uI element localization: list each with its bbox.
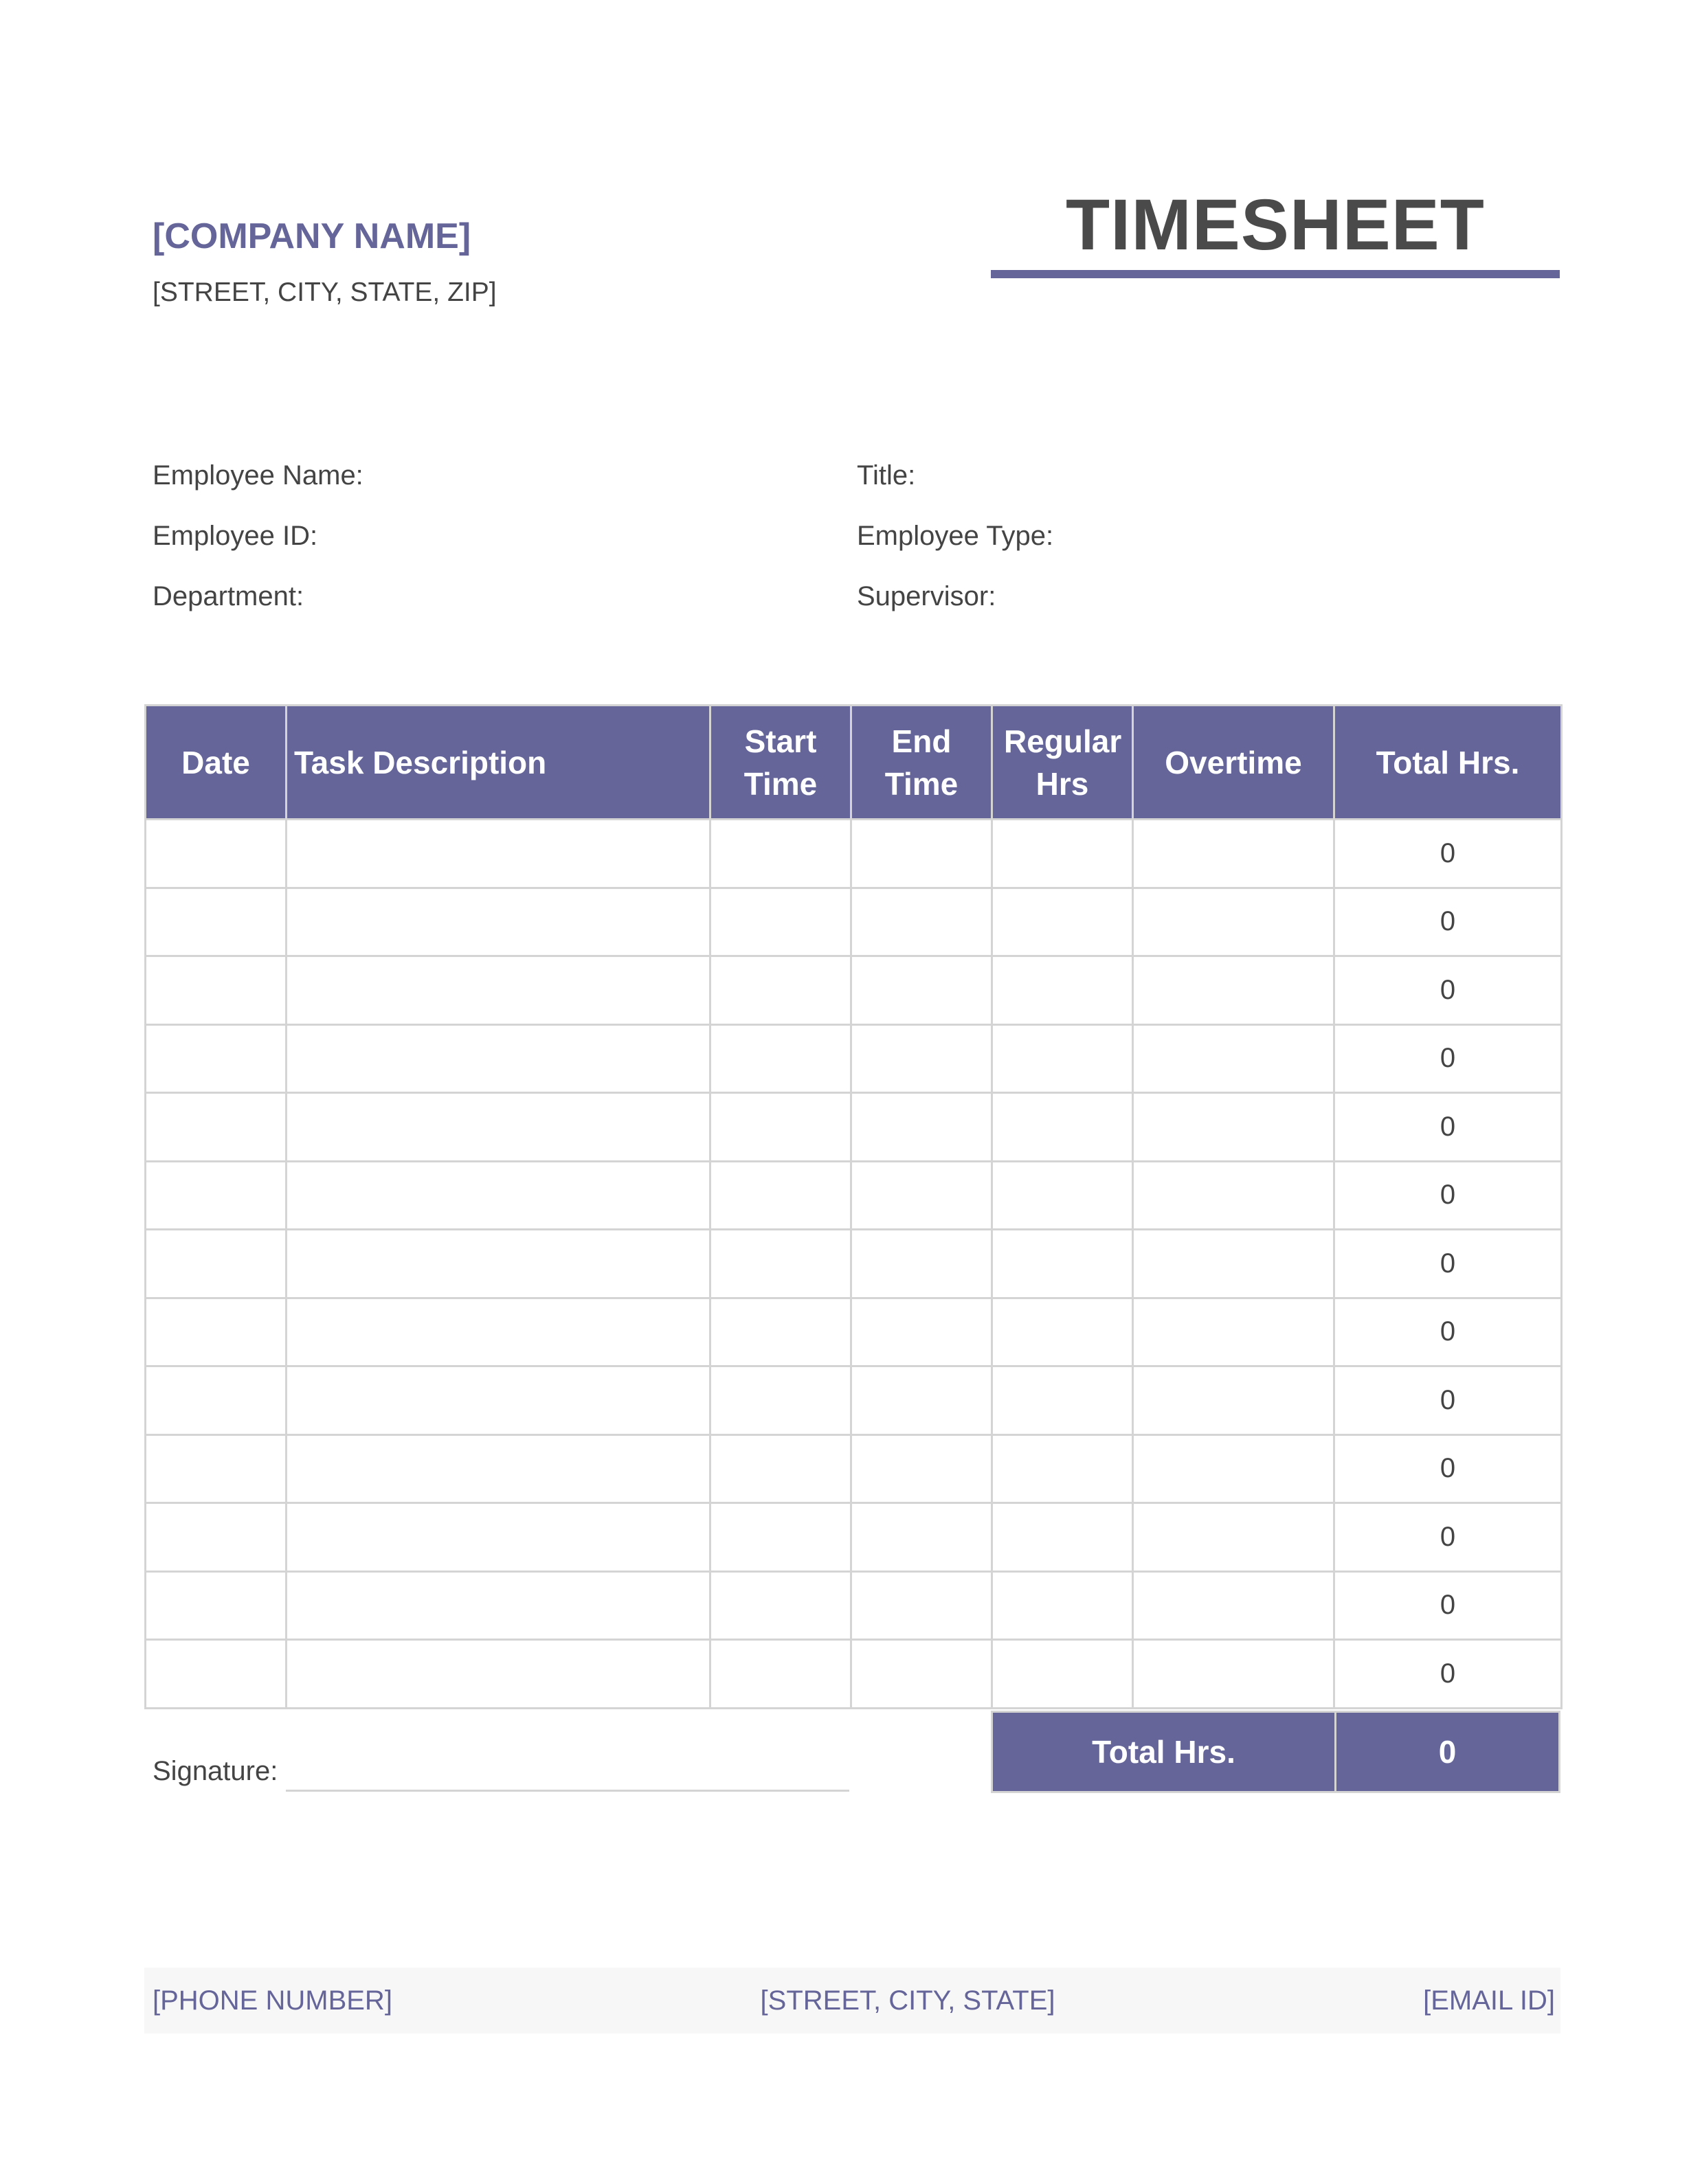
date-cell[interactable] [146, 1366, 287, 1435]
task-cell[interactable] [287, 820, 710, 888]
date-cell[interactable] [146, 820, 287, 888]
overtime-cell[interactable] [1133, 956, 1334, 1025]
total-hrs-cell: 0 [1334, 1503, 1562, 1572]
regular-hrs-cell[interactable] [992, 1640, 1133, 1709]
total-hrs-cell: 0 [1334, 956, 1562, 1025]
task-cell[interactable] [287, 1161, 710, 1230]
employee-id-label: Employee ID: [153, 521, 318, 551]
table-row [146, 1093, 1562, 1162]
footer-phone: [PHONE NUMBER] [153, 1985, 392, 2016]
column-header-end-time-text: End Time [884, 723, 959, 802]
regular-hrs-cell[interactable] [992, 1434, 1133, 1503]
total-hrs-cell: 0 [1334, 1434, 1562, 1503]
total-hours-label: Total Hrs. [993, 1713, 1336, 1791]
title-underline [991, 270, 1560, 278]
column-header-start-time-text: Start Time [743, 723, 818, 802]
overtime-cell[interactable] [1133, 1230, 1334, 1298]
start-time-cell[interactable] [710, 956, 851, 1025]
table-header-row [146, 706, 1562, 820]
task-cell[interactable] [287, 1093, 710, 1162]
end-time-cell[interactable] [851, 1298, 992, 1366]
task-cell[interactable] [287, 1298, 710, 1366]
task-cell[interactable] [287, 1640, 710, 1709]
total-hours-summary [991, 1711, 1560, 1793]
regular-hrs-cell[interactable] [992, 820, 1133, 888]
task-cell[interactable] [287, 888, 710, 956]
task-cell[interactable] [287, 1024, 710, 1093]
start-time-cell[interactable] [710, 1298, 851, 1366]
regular-hrs-cell[interactable] [992, 1366, 1133, 1435]
end-time-cell[interactable] [851, 1366, 992, 1435]
overtime-cell[interactable] [1133, 1161, 1334, 1230]
total-hrs-cell: 0 [1334, 888, 1562, 956]
overtime-cell[interactable] [1133, 1571, 1334, 1640]
regular-hrs-cell[interactable] [992, 1503, 1133, 1572]
table-row [146, 1366, 1562, 1435]
column-header-regular-hrs [992, 706, 1133, 820]
start-time-cell[interactable] [710, 1571, 851, 1640]
table-row [146, 956, 1562, 1025]
date-cell[interactable] [146, 1298, 287, 1366]
total-hrs-cell: 0 [1334, 820, 1562, 888]
regular-hrs-cell[interactable] [992, 1571, 1133, 1640]
total-hours-value: 0 [1438, 1734, 1457, 1770]
footer-email: [EMAIL ID] [1423, 1985, 1555, 2016]
end-time-cell[interactable] [851, 820, 992, 888]
end-time-cell[interactable] [851, 888, 992, 956]
date-cell[interactable] [146, 1640, 287, 1709]
date-cell[interactable] [146, 1571, 287, 1640]
column-header-start-time [710, 706, 851, 820]
start-time-cell[interactable] [710, 1434, 851, 1503]
start-time-cell[interactable] [710, 1503, 851, 1572]
timesheet-table [144, 704, 1563, 1709]
overtime-cell[interactable] [1133, 1434, 1334, 1503]
table-row [146, 1434, 1562, 1503]
task-cell[interactable] [287, 1366, 710, 1435]
regular-hrs-cell[interactable] [992, 1230, 1133, 1298]
signature-line[interactable] [286, 1790, 849, 1792]
date-cell[interactable] [146, 1093, 287, 1162]
overtime-cell[interactable] [1133, 888, 1334, 956]
overtime-cell[interactable] [1133, 1640, 1334, 1709]
task-cell[interactable] [287, 956, 710, 1025]
end-time-cell[interactable] [851, 1640, 992, 1709]
total-hrs-cell: 0 [1334, 1640, 1562, 1709]
start-time-cell[interactable] [710, 820, 851, 888]
table-body [146, 820, 1562, 1709]
task-cell[interactable] [287, 1230, 710, 1298]
date-cell[interactable] [146, 1434, 287, 1503]
end-time-cell[interactable] [851, 1434, 992, 1503]
column-header-date: Date [146, 706, 287, 820]
start-time-cell[interactable] [710, 1024, 851, 1093]
company-name: [COMPANY NAME] [153, 216, 471, 256]
table-row [146, 1161, 1562, 1230]
overtime-cell[interactable] [1133, 1298, 1334, 1366]
total-hrs-cell: 0 [1334, 1093, 1562, 1162]
overtime-cell[interactable] [1133, 820, 1334, 888]
column-header-task: Task Description [287, 706, 710, 820]
total-hrs-cell: 0 [1334, 1366, 1562, 1435]
date-cell[interactable] [146, 888, 287, 956]
table-row [146, 1503, 1562, 1572]
date-cell[interactable] [146, 1024, 287, 1093]
table-row [146, 1640, 1562, 1709]
total-hrs-cell: 0 [1334, 1161, 1562, 1230]
total-hrs-cell: 0 [1334, 1298, 1562, 1366]
end-time-cell[interactable] [851, 1230, 992, 1298]
table-row [146, 1230, 1562, 1298]
employee-name-label: Employee Name: [153, 460, 363, 491]
task-cell[interactable] [287, 1434, 710, 1503]
supervisor-label: Supervisor: [857, 581, 996, 611]
start-time-cell[interactable] [710, 1366, 851, 1435]
start-time-cell[interactable] [710, 888, 851, 956]
date-cell[interactable] [146, 1230, 287, 1298]
regular-hrs-cell[interactable] [992, 1298, 1133, 1366]
column-header-overtime: Overtime [1133, 706, 1334, 820]
table-row [146, 1298, 1562, 1366]
document-title: TIMESHEET [1066, 185, 1485, 265]
date-cell[interactable] [146, 956, 287, 1025]
title-label: Title: [857, 460, 916, 491]
total-hrs-cell: 0 [1334, 1571, 1562, 1640]
overtime-cell[interactable] [1133, 1024, 1334, 1093]
start-time-cell[interactable] [710, 1230, 851, 1298]
total-hrs-cell: 0 [1334, 1230, 1562, 1298]
table-row [146, 820, 1562, 888]
regular-hrs-cell[interactable] [992, 1161, 1133, 1230]
overtime-cell[interactable] [1133, 1093, 1334, 1162]
end-time-cell[interactable] [851, 956, 992, 1025]
company-address: [STREET, CITY, STATE, ZIP] [153, 278, 497, 307]
end-time-cell[interactable] [851, 1503, 992, 1572]
date-cell[interactable] [146, 1161, 287, 1230]
end-time-cell[interactable] [851, 1093, 992, 1162]
column-header-total-hrs: Total Hrs. [1334, 706, 1562, 820]
table-row [146, 1024, 1562, 1093]
column-header-end-time [851, 706, 992, 820]
overtime-cell[interactable] [1133, 1366, 1334, 1435]
date-cell[interactable] [146, 1503, 287, 1572]
start-time-cell[interactable] [710, 1640, 851, 1709]
start-time-cell[interactable] [710, 1161, 851, 1230]
signature-label: Signature: [153, 1756, 278, 1786]
total-hrs-cell: 0 [1334, 1024, 1562, 1093]
task-cell[interactable] [287, 1571, 710, 1640]
footer [144, 1968, 1560, 2034]
employee-type-label: Employee Type: [857, 521, 1054, 551]
table-row [146, 1571, 1562, 1640]
footer-address: [STREET, CITY, STATE] [760, 1985, 1055, 2016]
end-time-cell[interactable] [851, 1571, 992, 1640]
department-label: Department: [153, 581, 304, 611]
regular-hrs-cell[interactable] [992, 1024, 1133, 1093]
end-time-cell[interactable] [851, 1024, 992, 1093]
regular-hrs-cell[interactable] [992, 1093, 1133, 1162]
regular-hrs-cell[interactable] [992, 888, 1133, 956]
column-header-regular-hrs-text: Regular Hrs [1004, 723, 1122, 802]
overtime-cell[interactable] [1133, 1503, 1334, 1572]
table-row [146, 888, 1562, 956]
start-time-cell[interactable] [710, 1093, 851, 1162]
task-cell[interactable] [287, 1503, 710, 1572]
regular-hrs-cell[interactable] [992, 956, 1133, 1025]
end-time-cell[interactable] [851, 1161, 992, 1230]
